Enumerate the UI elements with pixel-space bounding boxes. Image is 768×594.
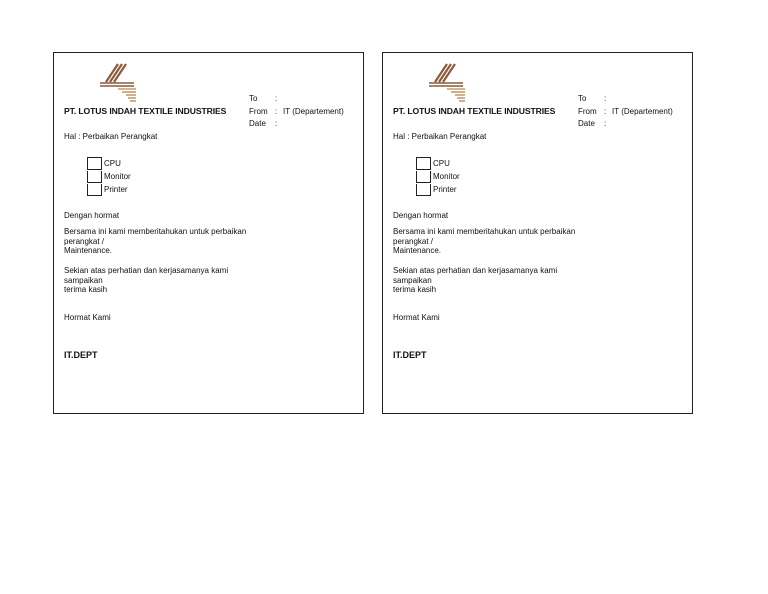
from-colon: : [275,107,278,116]
printer-checkbox[interactable] [416,184,431,196]
body-paragraph-2 [64,266,279,295]
from-field [249,107,344,116]
body-line: Bersama ini kami memberitahukan untuk perbaikan [393,227,576,236]
printer-label: Printer [433,185,457,194]
from-value: IT (Departement) [612,107,673,116]
subject-line: Hal : Perbaikan Perangkat [393,132,487,141]
cpu-label: CPU [104,159,121,168]
date-colon: : [275,119,278,128]
from-colon: : [604,107,607,116]
body-line: Sekian atas perhatian dan kerjasamanya kami [64,266,229,275]
to-field [249,94,283,103]
company-logo-icon [98,62,142,104]
closing: Hormat Kami [393,313,440,322]
to-label: To [578,94,587,103]
body-line: Sekian atas perhatian dan kerjasamanya kami [393,266,558,275]
cpu-label: CPU [433,159,450,168]
body-line: Bersama ini kami memberitahukan untuk perbaikan [64,227,247,236]
cpu-checkbox[interactable] [416,157,431,170]
cpu-checkbox[interactable] [87,157,102,170]
to-label: To [249,94,258,103]
signature-dept: IT.DEPT [64,350,98,360]
monitor-checkbox[interactable] [87,171,102,183]
to-field [578,94,612,103]
repair-form-1 [53,52,364,414]
body-line: Maintenance. [64,246,113,255]
from-label: From [249,107,268,116]
printer-label: Printer [104,185,128,194]
body-paragraph-2 [393,266,608,295]
closing: Hormat Kami [64,313,111,322]
date-colon: : [604,119,607,128]
from-label: From [578,107,597,116]
body-line: terima kasih [393,285,437,294]
monitor-label: Monitor [433,172,460,181]
body-paragraph-1 [64,227,279,256]
body-line: sampaikan [393,275,432,285]
date-label: Date [249,119,266,128]
monitor-label: Monitor [104,172,131,181]
from-field [578,107,673,116]
company-logo-icon [427,62,471,104]
monitor-checkbox[interactable] [416,171,431,183]
date-field [249,119,283,128]
body-line: sampaikan [64,275,103,285]
date-field [578,119,612,128]
subject-line: Hal : Perbaikan Perangkat [64,132,158,141]
body-paragraph-1 [393,227,608,256]
body-line: perangkat / [64,236,105,246]
to-colon: : [275,94,278,103]
printer-checkbox[interactable] [87,184,102,196]
greeting: Dengan hormat [64,211,120,220]
repair-form-2 [382,52,693,414]
company-name: PT. LOTUS INDAH TEXTILE INDUSTRIES [64,106,227,116]
company-name: PT. LOTUS INDAH TEXTILE INDUSTRIES [393,106,556,116]
date-label: Date [578,119,595,128]
body-line: Maintenance. [393,246,442,255]
body-line: terima kasih [64,285,108,294]
body-line: perangkat / [393,236,434,246]
from-value: IT (Departement) [283,107,344,116]
signature-dept: IT.DEPT [393,350,427,360]
greeting: Dengan hormat [393,211,449,220]
to-colon: : [604,94,607,103]
